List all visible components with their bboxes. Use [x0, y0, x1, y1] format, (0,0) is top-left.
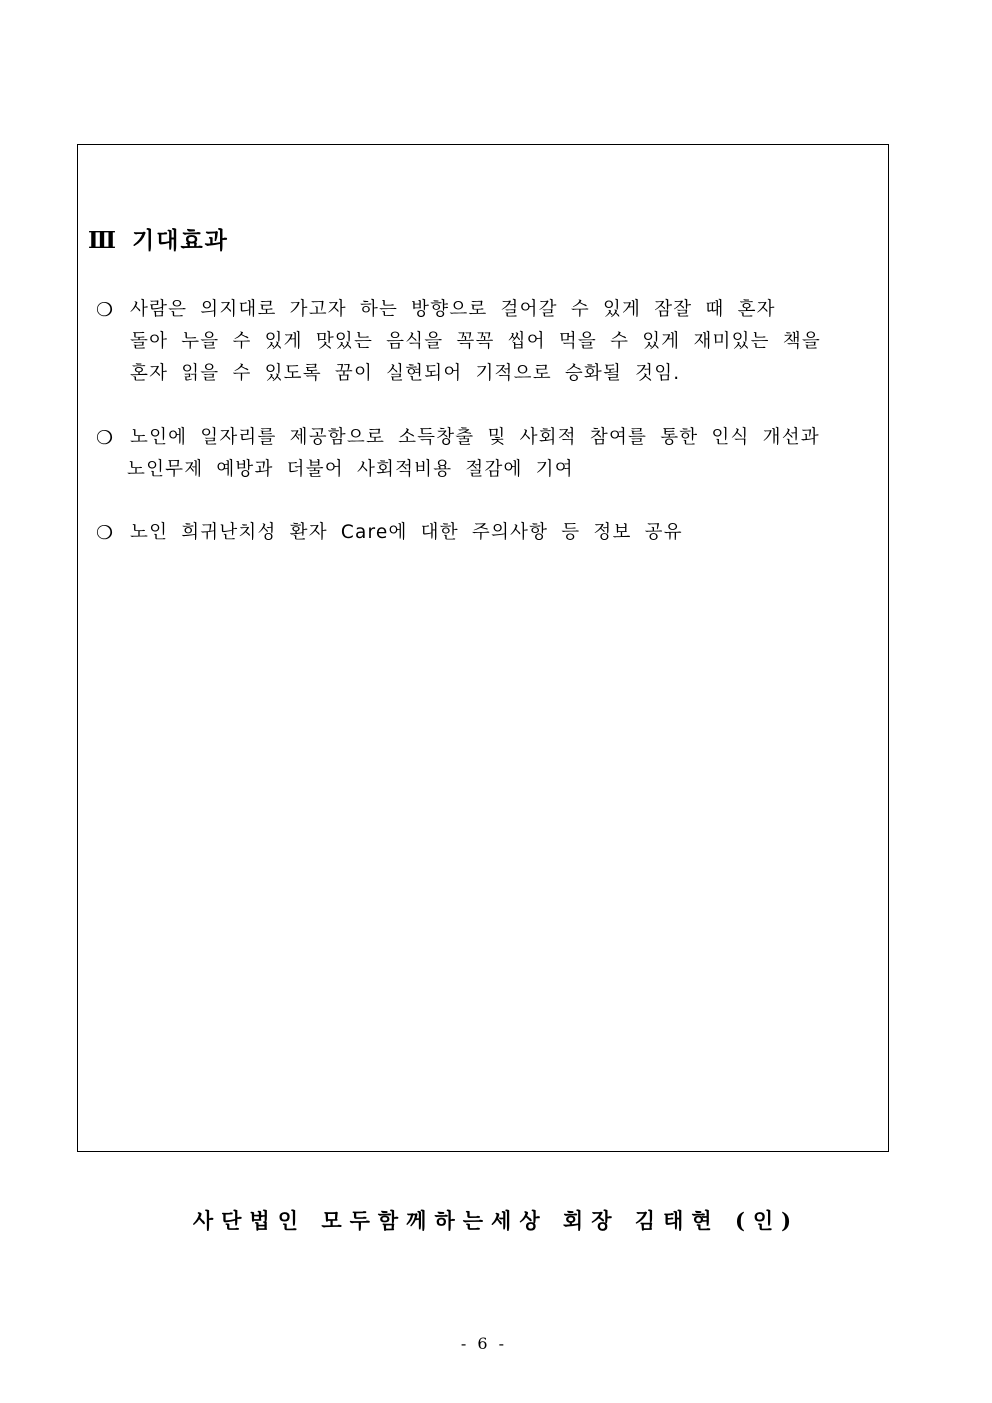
list-item-line: 노인에 일자리를 제공함으로 소득창출 및 사회적 참여를 통한 인식 개선과: [130, 427, 820, 448]
signature-line: 사단법인 모두함께하는세상 회장 김태현 (인): [192, 1208, 800, 1233]
bullet-circle-icon: ❍: [96, 427, 115, 449]
list-item: [96, 517, 683, 549]
section-heading: [88, 222, 229, 255]
list-item: [96, 422, 820, 486]
page-number: - 6 -: [460, 1334, 508, 1353]
bullet-circle-icon: ❍: [96, 299, 115, 321]
section-title: 기대효과: [132, 227, 229, 254]
list-item-line: 사람은 의지대로 가고자 하는 방향으로 걸어갈 수 있게 잠잘 때 혼자: [130, 299, 776, 320]
list-item: [96, 294, 821, 390]
bullet-circle-icon: ❍: [96, 522, 115, 544]
list-item-line: 노인무제 예방과 더불어 사회적비용 절감에 기여: [127, 459, 574, 480]
list-item-line: 돌아 누을 수 있게 맛있는 음식을 꼭꼭 씹어 먹을 수 있게 재미있는 책을: [130, 331, 821, 352]
list-item-line: 노인 희귀난치성 환자 Care에 대한 주의사항 등 정보 공유: [130, 522, 683, 543]
list-item-line: 혼자 읽을 수 있도록 꿈이 실현되어 기적으로 승화될 것임.: [130, 363, 681, 384]
section-numeral: Ⅲ: [88, 227, 119, 254]
